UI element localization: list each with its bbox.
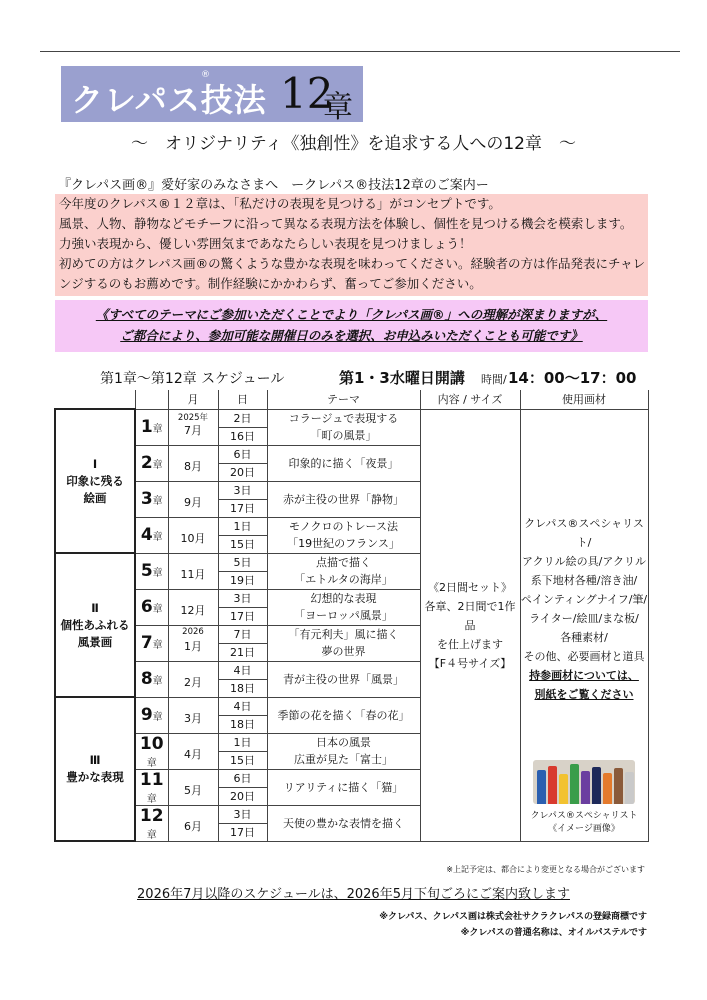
chapter-num: 3	[140, 489, 153, 509]
theme-line: 幻想的な表現	[310, 592, 377, 605]
date-cell: 20日	[218, 787, 267, 805]
month-label: 12月	[180, 604, 206, 617]
theme-line: 印象的に描く「夜景」	[288, 456, 399, 470]
materials-line: その他、必要画材と道具	[523, 650, 645, 663]
message-line: ンジするのもお薦めです。制作経験にかかわらず、奮ってご参加ください。	[59, 276, 482, 291]
date-cell: 21日	[218, 643, 267, 661]
chapter-unit: 章	[152, 604, 163, 615]
header-cell	[135, 390, 168, 409]
part-label	[55, 553, 135, 697]
chapter-unit: 章	[146, 829, 157, 841]
schedule-table	[54, 390, 649, 842]
chapter-number	[135, 625, 168, 661]
theme-line: 広重が見た「富士」	[294, 753, 393, 766]
date-cell: 15日	[218, 751, 267, 769]
month-cell	[168, 661, 218, 697]
message-line: 今年度のクレパス®１２章は、「私だけの表現を見つける」がコンセプトです。	[59, 196, 501, 211]
month-label: 2月	[184, 676, 202, 689]
month-cell	[168, 697, 218, 733]
schedule-days: 第1・3水曜日開講	[339, 369, 465, 387]
date-cell: 17日	[218, 499, 267, 517]
theme-cell	[267, 589, 420, 625]
chapter-num: 1	[140, 417, 153, 437]
month-label: 10月	[180, 532, 206, 545]
date-cell: 6日	[218, 769, 267, 787]
chapter-num: 12	[139, 805, 164, 826]
schedule-time: 14：00～17：00	[508, 369, 637, 387]
title-number: 12	[280, 69, 334, 118]
month-cell	[168, 517, 218, 553]
date-cell: 3日	[218, 589, 267, 607]
title-chapter: 章	[323, 90, 353, 125]
content-line: 各章、2日間で1作品	[424, 599, 516, 632]
materials-line: 各種素材/	[560, 631, 608, 644]
message-box	[55, 194, 648, 296]
theme-cell	[267, 409, 420, 445]
chapter-num: 10	[139, 733, 164, 754]
date-cell: 1日	[218, 733, 267, 751]
generic-name-note: ※クレパスの普通名称は、オイルパステルです	[460, 928, 647, 938]
date-cell: 17日	[218, 607, 267, 625]
chapter-num: 6	[140, 597, 153, 617]
theme-cell	[267, 697, 420, 733]
month-label: 6月	[184, 820, 202, 833]
year-label: 2025年	[177, 412, 209, 423]
materials-line: ペインティングナイフ/筆/	[520, 593, 648, 606]
date-cell: 18日	[218, 715, 267, 733]
image-caption: 《イメージ画像》	[548, 824, 620, 834]
chapter-unit: 章	[152, 424, 163, 435]
schedule-time-label: 時間/	[481, 373, 507, 386]
table-row	[55, 409, 648, 427]
theme-line: モノクロのトレース法	[288, 520, 398, 533]
theme-line: 季節の花を描く「春の花」	[277, 708, 410, 722]
theme-line: コラージュで表現する	[288, 412, 399, 425]
month-cell	[168, 733, 218, 769]
month-cell	[168, 589, 218, 625]
chapter-number	[135, 445, 168, 481]
date-cell: 17日	[218, 823, 267, 841]
date-cell: 7日	[218, 625, 267, 643]
content-line: 【F４号サイズ】	[428, 656, 512, 670]
month-label: 4月	[184, 748, 202, 761]
date-cell: 6日	[218, 445, 267, 463]
theme-cell	[267, 733, 420, 769]
header-cell: テーマ	[267, 390, 420, 409]
chapter-number	[135, 733, 168, 769]
date-cell: 4日	[218, 697, 267, 715]
top-rule	[40, 51, 680, 52]
chapter-number	[135, 805, 168, 841]
message-line: 力強い表現から、優しい雰囲気まであなたらしい表現を見つけましょう！	[59, 236, 472, 251]
materials-line: クレパス®スペシャリスト/	[524, 517, 644, 549]
notice-box	[55, 300, 648, 352]
content-size-cell	[420, 409, 520, 841]
chapter-num: 7	[140, 633, 153, 653]
intro-line: 『クレパス画®』愛好家のみなさまへ ークレパス®技法12章のご案内ー	[58, 178, 489, 193]
date-cell: 2日	[218, 409, 267, 427]
title-banner	[61, 66, 363, 125]
theme-line: 「ヨーロッパ風景」	[294, 609, 393, 622]
month-label: 7月	[184, 424, 202, 437]
date-cell: 1日	[218, 517, 267, 535]
theme-cell	[267, 517, 420, 553]
header-cell: 使用画材	[520, 390, 648, 409]
chapter-unit: 章	[152, 568, 163, 579]
date-cell: 15日	[218, 535, 267, 553]
page-title: クレパス技法	[71, 81, 267, 119]
chapter-unit: 章	[152, 496, 163, 507]
header-cell: 月	[168, 390, 218, 409]
notice-line: 《すべてのテーマにご参加いただくことでより「クレパス画®」への理解が深まりますが、	[95, 307, 608, 322]
chapter-num: 11	[139, 769, 164, 790]
chapter-num: 4	[140, 525, 153, 545]
message-line: 風景、人物、静物などモチーフに沿って異なる表現方法を体験し、個性を見つける機会を模索します。	[59, 216, 633, 231]
chapter-number	[135, 589, 168, 625]
part-label	[55, 697, 135, 841]
theme-line: 天使の豊かな表情を描く	[283, 816, 404, 830]
date-cell: 4日	[218, 661, 267, 679]
trademark-note: ※クレパス、クレパス画は株式会社サクラクレパスの登録商標です	[379, 912, 647, 922]
date-cell: 19日	[218, 571, 267, 589]
theme-cell	[267, 553, 420, 589]
title-registered-mark: ®	[201, 70, 210, 80]
month-cell	[168, 625, 218, 661]
month-label: 8月	[184, 460, 202, 473]
chapter-unit: 章	[146, 757, 157, 769]
theme-line: 夢の世界	[321, 645, 366, 658]
theme-line: 「19世紀のフランス」	[287, 537, 400, 550]
theme-cell	[267, 769, 420, 805]
content-line: 《2日間セット》	[428, 580, 512, 594]
content-line: を仕上げます	[437, 637, 503, 651]
month-label: 11月	[180, 568, 206, 581]
month-label: 3月	[184, 712, 202, 725]
theme-line: 青が主役の世界「風景」	[283, 672, 404, 686]
chapter-num: 2	[140, 453, 153, 473]
materials-cell	[520, 409, 648, 841]
next-schedule-note: 2026年7月以降のスケジュールは、2026年5月下旬ごろにご案内致します	[137, 887, 570, 902]
date-cell: 5日	[218, 553, 267, 571]
crayon-image	[533, 760, 635, 804]
materials-note: 持参画材については、	[529, 669, 639, 682]
materials-line: 系下地材各種/溶き油/	[530, 574, 638, 587]
chapter-unit: 章	[152, 676, 163, 687]
schedule-heading: 第1章～第12章 スケジュール	[100, 371, 285, 387]
theme-cell	[267, 661, 420, 697]
part-label	[55, 409, 135, 553]
chapter-number	[135, 553, 168, 589]
chapter-number	[135, 517, 168, 553]
chapter-unit: 章	[152, 712, 163, 723]
chapter-num: 5	[140, 561, 153, 581]
materials-line: ライター/絵皿/まな板/	[529, 612, 639, 625]
header-cell: 内容 / サイズ	[420, 390, 520, 409]
year-label: 2026	[182, 626, 204, 637]
date-cell: 3日	[218, 481, 267, 499]
message-line: 初めての方はクレパス画®の驚くような豊かな表現を味わってください。経験者の方は作品発表にチャレ	[59, 256, 646, 271]
subtitle: ～ オリジナリティ《独創性》を追求する人への12章 ～	[131, 134, 576, 154]
month-label: 1月	[184, 640, 202, 653]
part-label-text: Ⅱ 個性あふれる 風景画	[60, 600, 130, 649]
header-cell	[55, 390, 135, 409]
theme-cell	[267, 625, 420, 661]
theme-line: 日本の風景	[316, 736, 371, 749]
theme-line: 「有元利夫」風に描く	[288, 628, 399, 641]
table-header-row	[55, 390, 648, 409]
theme-line: 「町の風景」	[310, 429, 377, 442]
chapter-unit: 章	[152, 460, 163, 471]
month-cell	[168, 409, 218, 445]
month-label: 9月	[184, 496, 202, 509]
materials-line: アクリル絵の具/アクリル	[521, 555, 647, 568]
date-cell: 3日	[218, 805, 267, 823]
date-cell: 16日	[218, 427, 267, 445]
chapter-number	[135, 661, 168, 697]
theme-cell	[267, 481, 420, 517]
month-cell	[168, 481, 218, 517]
schedule-change-note: ※上記予定は、都合により変更となる場合がございます	[446, 865, 645, 874]
materials-note: 別紙をご覧ください	[534, 688, 634, 701]
theme-line: リアリティに描く「猫」	[283, 780, 404, 794]
chapter-unit: 章	[146, 793, 157, 805]
month-cell	[168, 445, 218, 481]
theme-line: 赤が主役の世界「静物」	[283, 492, 404, 506]
part-label-text: Ⅰ 印象に残る 絵画	[66, 456, 124, 505]
chapter-unit: 章	[152, 532, 163, 543]
month-cell	[168, 769, 218, 805]
date-cell: 20日	[218, 463, 267, 481]
month-cell	[168, 805, 218, 841]
image-caption: クレパス®スペシャリスト	[530, 811, 638, 821]
chapter-number	[135, 769, 168, 805]
part-label-text: Ⅲ 豊かな表現	[66, 753, 124, 784]
chapter-number	[135, 481, 168, 517]
header-cell: 日	[218, 390, 267, 409]
date-cell: 18日	[218, 679, 267, 697]
theme-cell	[267, 445, 420, 481]
month-cell	[168, 553, 218, 589]
theme-cell	[267, 805, 420, 841]
notice-line: ご都合により、参加可能な開催日のみを選択、お申込みいただくことも可能です》	[120, 328, 583, 343]
theme-line: 「エトルタの海岸」	[294, 573, 393, 586]
chapter-num: 9	[140, 705, 153, 725]
chapter-number	[135, 697, 168, 733]
chapter-num: 8	[140, 669, 153, 689]
chapter-unit: 章	[152, 640, 163, 651]
month-label: 5月	[184, 784, 202, 797]
theme-line: 点描で描く	[316, 556, 371, 569]
chapter-number	[135, 409, 168, 445]
